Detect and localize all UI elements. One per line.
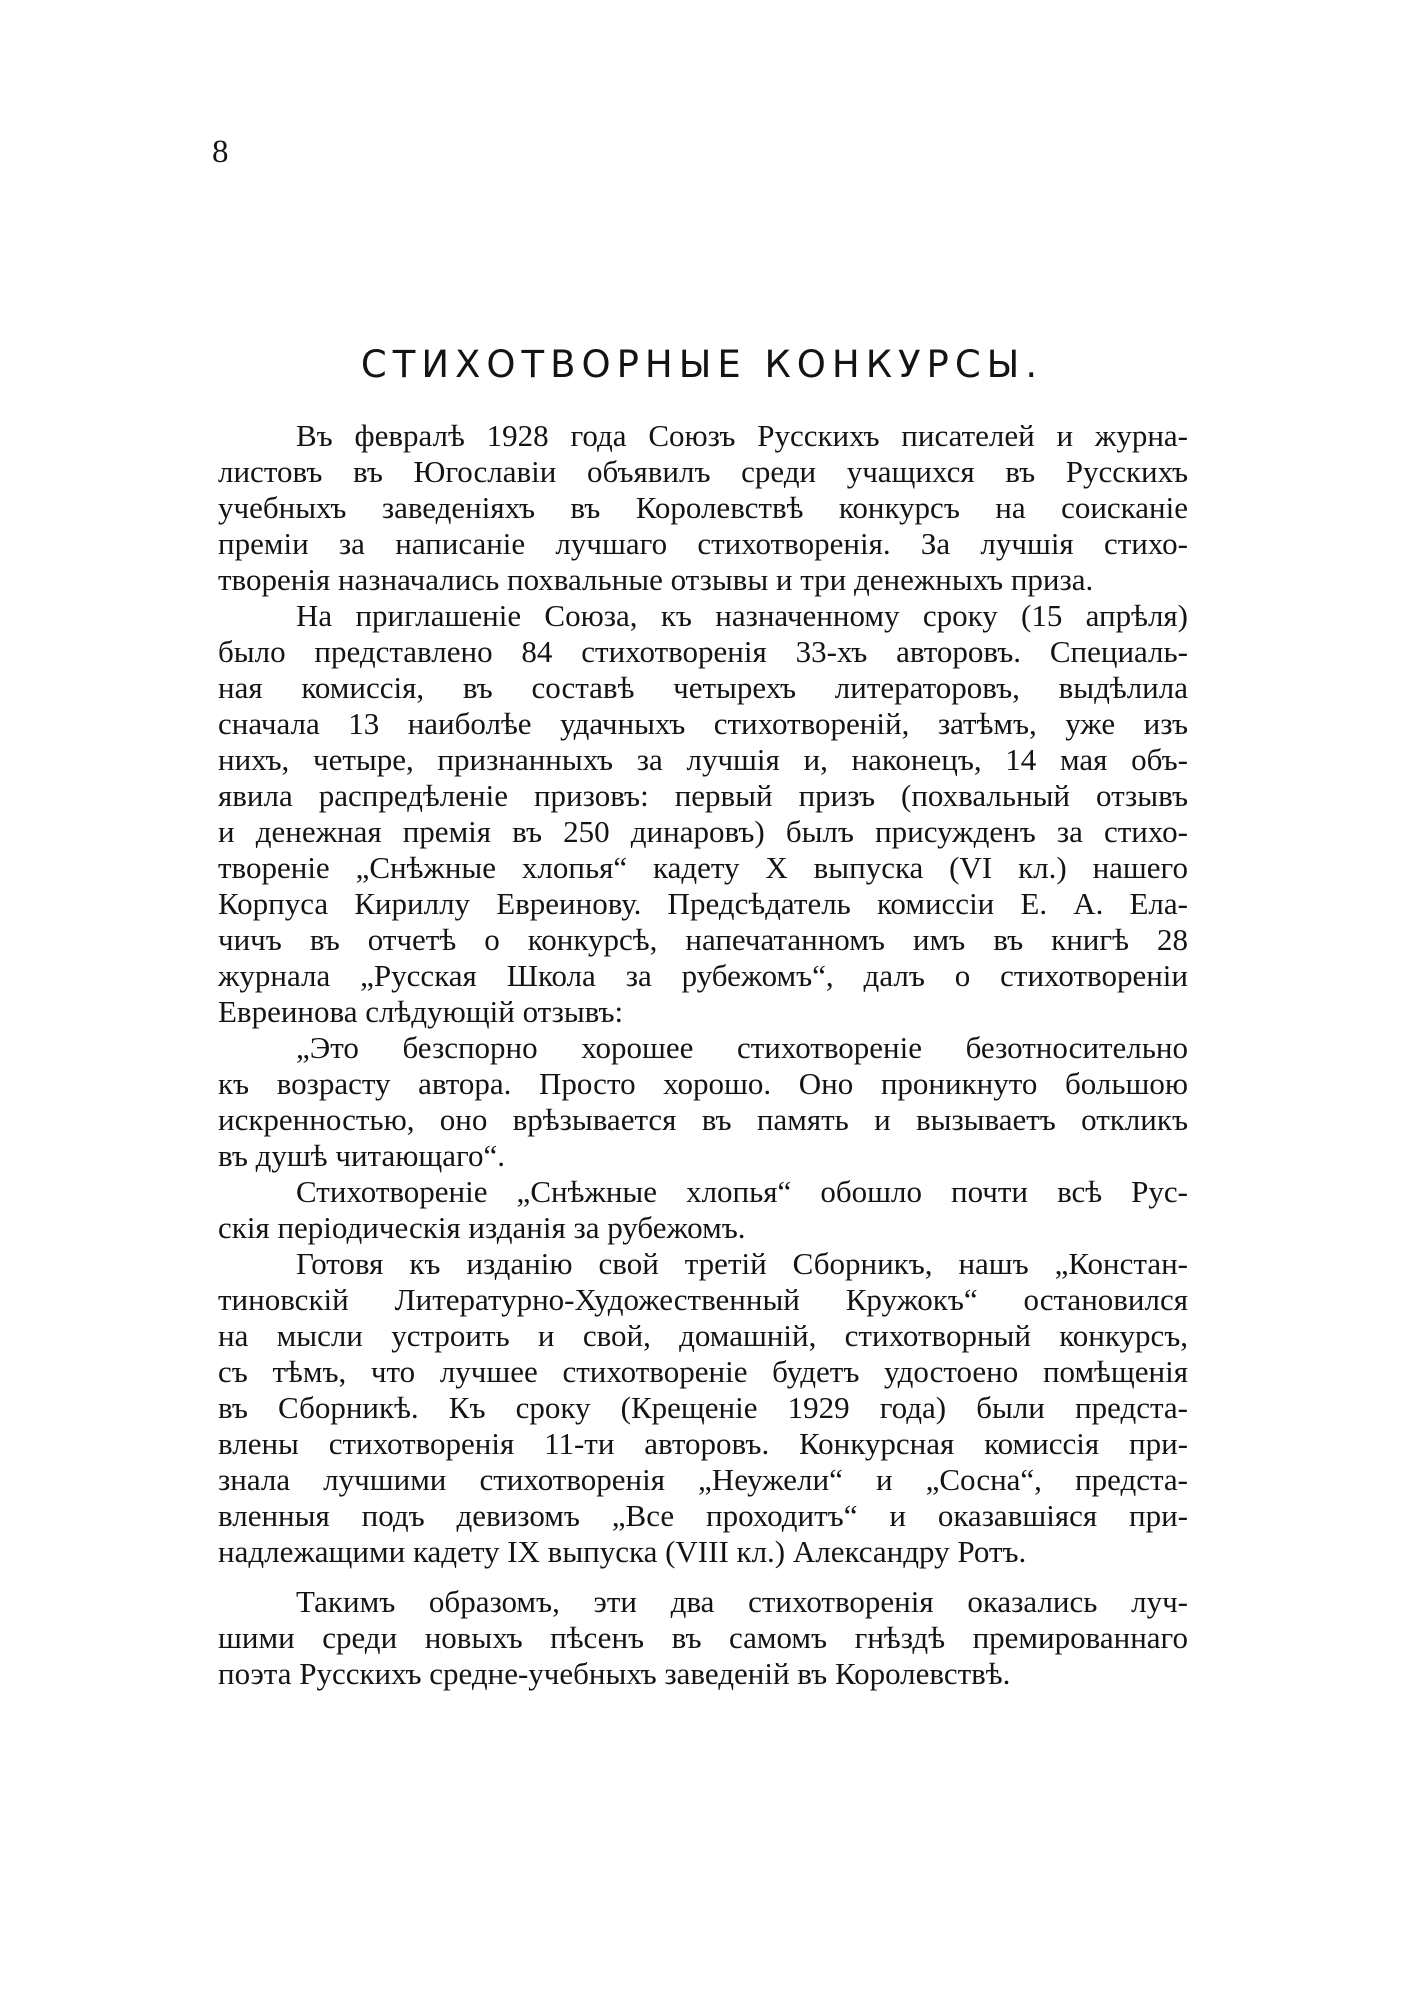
text-line: Евреинова слѣдующій отзывъ: [218, 994, 624, 1029]
text-line: было представлено 84 стихотворенія 33-хъ авторовъ. Специаль- [218, 634, 1188, 669]
quote-paragraph [218, 1030, 1188, 1174]
paragraph-1 [218, 418, 1188, 598]
text-line: преміи за написаніе лучшаго стихотворенія. За лучшія стихо- [218, 526, 1188, 561]
text-line: творенія назначались похвальные отзывы и три денежныхъ приза. [218, 562, 1094, 597]
text-line: тиновскій Литературно-Художественный Кружокъ“ остановился [218, 1282, 1188, 1317]
text-line: на мысли устроить и свой, домашній, стихотворный конкурсъ, [218, 1318, 1188, 1353]
text-line: сначала 13 наиболѣе удачныхъ стихотвореній, затѣмъ, уже изъ [218, 706, 1188, 741]
page-number: 8 [212, 134, 229, 170]
text-line: вленныя подъ девизомъ „Все проходитъ“ и оказавшіяся при- [218, 1498, 1188, 1533]
text-line: Стихотвореніе „Снѣжные хлопья“ обошло почти всѣ Рус- [296, 1174, 1188, 1209]
article-body [218, 418, 1188, 1692]
text-line: къ возрасту автора. Просто хорошо. Оно проникнуто большою [218, 1066, 1188, 1101]
text-line: знала лучшими стихотворенія „Неужели“ и „Сосна“, предста- [218, 1462, 1188, 1497]
text-line: твореніе „Снѣжные хлопья“ кадету X выпуска (VI кл.) нашего [218, 850, 1188, 885]
text-line: и денежная премія въ 250 динаровъ) былъ присужденъ за стихо- [218, 814, 1188, 849]
text-line: ная комиссія, въ составѣ четырехъ литераторовъ, выдѣлила [218, 670, 1188, 705]
text-line: надлежащими кадету IX выпуска (VIII кл.) Александру Ротъ. [218, 1534, 1027, 1569]
text-line: скія періодическія изданія за рубежомъ. [218, 1210, 746, 1245]
text-line: въ Сборникѣ. Къ сроку (Крещеніе 1929 года) были предста- [218, 1390, 1188, 1425]
text-line: явила распредѣленіе призовъ: первый призъ (похвальный отзывъ [218, 778, 1188, 813]
text-line: Готовя къ изданію свой третій Сборникъ, нашъ „Констан- [296, 1246, 1188, 1281]
text-line: искренностью, оно врѣзывается въ память и вызываетъ откликъ [218, 1102, 1188, 1137]
text-line: шими среди новыхъ пѣсенъ въ самомъ гнѣздѣ премированнаго [218, 1620, 1188, 1655]
text-line: „Это безспорно хорошее стихотвореніе безотносительно [296, 1030, 1188, 1065]
text-line: Въ февралѣ 1928 года Союзъ Русскихъ писателей и журна- [296, 418, 1188, 453]
text-line: чичъ въ отчетѣ о конкурсѣ, напечатанномъ имъ въ книгѣ 28 [218, 922, 1188, 957]
text-line: нихъ, четыре, признанныхъ за лучшія и, наконецъ, 14 мая объ- [218, 742, 1188, 777]
paragraph-5 [218, 1246, 1188, 1570]
text-line: учебныхъ заведеніяхъ въ Королевствѣ конкурсъ на соисканіе [218, 490, 1188, 525]
text-line: Такимъ образомъ, эти два стихотворенія оказались луч- [296, 1584, 1188, 1619]
text-line: влены стихотворенія 11-ти авторовъ. Конкурсная комиссія при- [218, 1426, 1188, 1461]
text-line: На приглашеніе Союза, къ назначенному сроку (15 апрѣля) [296, 598, 1188, 633]
paragraph-4 [218, 1174, 1188, 1246]
paragraph-6 [218, 1584, 1188, 1692]
paragraph-2 [218, 598, 1188, 1030]
text-line: съ тѣмъ, что лучшее стихотвореніе будетъ удостоено помѣщенія [218, 1354, 1188, 1389]
text-line: листовъ въ Югославіи объявилъ среди учащихся въ Русскихъ [218, 454, 1188, 489]
page-title: СТИХОТВОРНЫЕ КОНКУРСЫ. [360, 343, 1044, 386]
text-line: поэта Русскихъ средне-учебныхъ заведеній въ Королевствѣ. [218, 1656, 1011, 1691]
text-line: журнала „Русская Школа за рубежомъ“, далъ о стихотвореніи [218, 958, 1188, 993]
text-line: Корпуса Кириллу Евреинову. Предсѣдатель комиссіи Е. А. Ела- [218, 886, 1188, 921]
text-line: въ душѣ читающаго“. [218, 1138, 505, 1173]
